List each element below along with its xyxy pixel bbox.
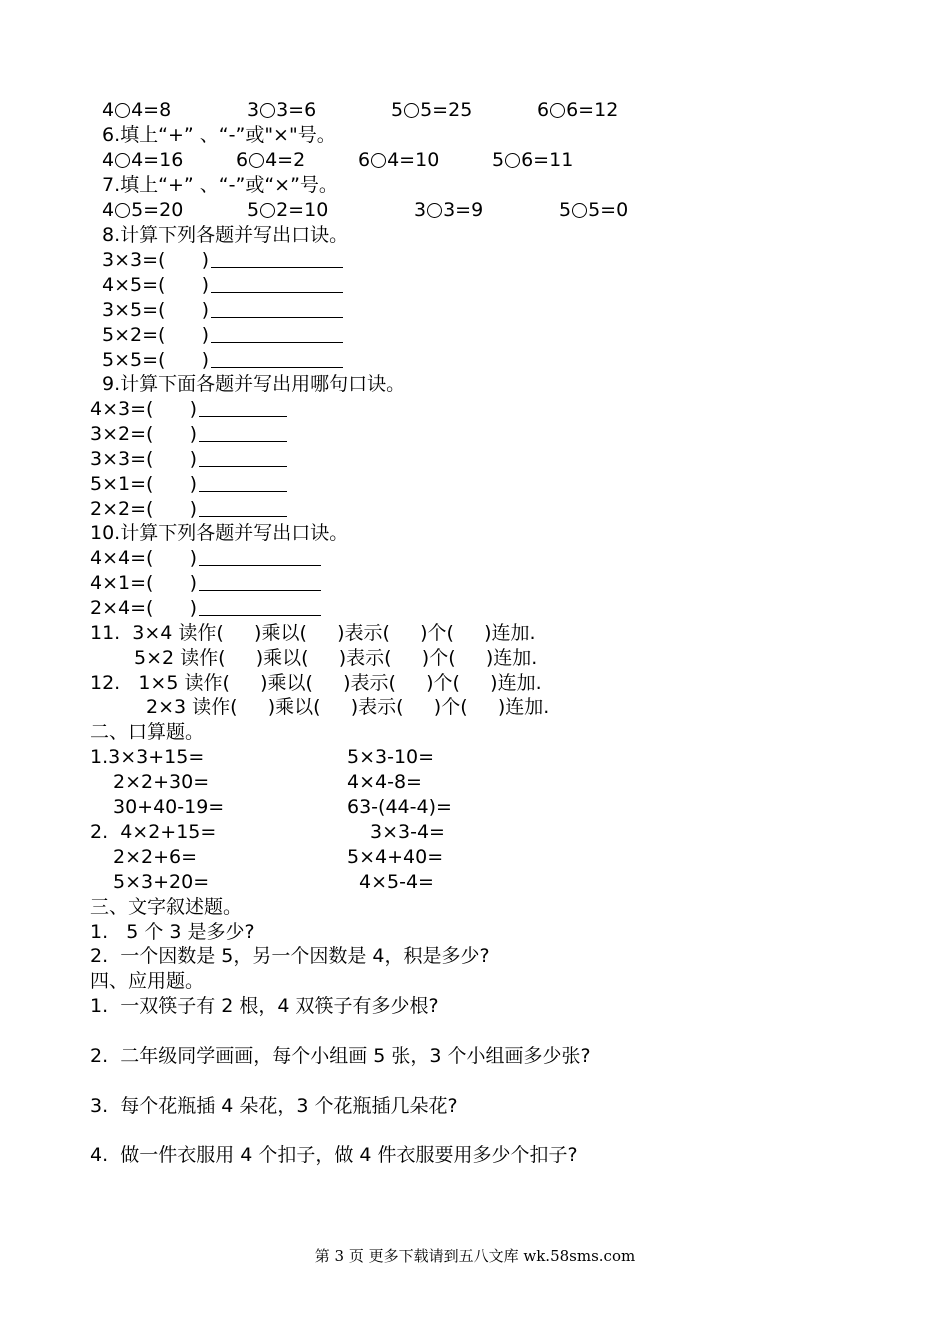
q8-equation: 5×5=( ) bbox=[102, 348, 343, 372]
answer-underline bbox=[199, 548, 321, 566]
answer-underline bbox=[199, 573, 321, 591]
oral-problem: 63-(44-4)= bbox=[347, 796, 452, 818]
answer-underline bbox=[199, 499, 287, 517]
question-heading: 10.计算下列各题并写出口诀。 bbox=[90, 522, 349, 544]
q10-equation: 4×4=( ) bbox=[90, 546, 321, 570]
oral-problem: 2. 4×2+15= bbox=[90, 821, 217, 843]
question-heading: 8.计算下列各题并写出口诀。 bbox=[102, 224, 349, 246]
q9-equation: 5×1=( ) bbox=[90, 472, 287, 496]
answer-underline bbox=[199, 424, 287, 442]
question-heading: 9.计算下面各题并写出用哪句口诀。 bbox=[102, 373, 406, 395]
circle-blank-icon bbox=[115, 103, 130, 118]
q9-equation: 4×3=( ) bbox=[90, 397, 287, 421]
circle-blank-icon bbox=[249, 153, 264, 168]
oral-problem: 4×5-4= bbox=[359, 871, 434, 893]
application-problem: 2. 二年级同学画画，每个小组画 5 张，3 个小组画多少张? bbox=[90, 1045, 591, 1067]
circle-blank-icon bbox=[505, 153, 520, 168]
circle-equation: 5 5=0 bbox=[559, 199, 629, 221]
answer-underline bbox=[211, 275, 343, 293]
circle-blank-icon bbox=[572, 203, 587, 218]
q8-equation: 5×2=( ) bbox=[102, 323, 343, 347]
circle-blank-icon bbox=[550, 103, 565, 118]
oral-problem: 5×3-10= bbox=[347, 746, 435, 768]
read-as-question: 11. 3×4 读作( )乘以( )表示( )个( )连加. bbox=[90, 622, 536, 644]
oral-problem: 1.3×3+15= bbox=[90, 746, 205, 768]
answer-underline bbox=[199, 474, 287, 492]
q8-equation: 4×5=( ) bbox=[102, 273, 343, 297]
application-problem: 4. 做一件衣服用 4 个扣子，做 4 件衣服要用多少个扣子? bbox=[90, 1144, 578, 1166]
page-footer: 第 3 页 更多下载请到五八文库 wk.58sms.com bbox=[314, 1247, 636, 1265]
q9-equation: 2×2=( ) bbox=[90, 497, 287, 521]
circle-equation: 4 5=20 bbox=[102, 199, 184, 221]
circle-equation: 6 4=10 bbox=[358, 149, 440, 171]
oral-problem: 30+40-19= bbox=[113, 796, 225, 818]
answer-underline bbox=[211, 300, 343, 318]
q8-equation: 3×3=( ) bbox=[102, 248, 343, 272]
oral-problem: 3×3-4= bbox=[370, 821, 445, 843]
q9-equation: 3×2=( ) bbox=[90, 422, 287, 446]
circle-equation: 5 2=10 bbox=[247, 199, 329, 221]
oral-problem: 2×2+6= bbox=[113, 846, 198, 868]
section-title: 四、应用题。 bbox=[90, 970, 205, 992]
section-title: 二、口算题。 bbox=[90, 721, 205, 743]
oral-problem: 2×2+30= bbox=[113, 771, 210, 793]
q9-equation: 3×3=( ) bbox=[90, 447, 287, 471]
word-problem: 2. 一个因数是 5，另一个因数是 4，积是多少? bbox=[90, 945, 490, 967]
read-as-question: 5×2 读作( )乘以( )表示( )个( )连加. bbox=[134, 647, 538, 669]
oral-problem: 5×3+20= bbox=[113, 871, 210, 893]
application-problem: 3. 每个花瓶插 4 朵花，3 个花瓶插几朵花? bbox=[90, 1095, 458, 1117]
circle-blank-icon bbox=[427, 203, 442, 218]
circle-equation: 4 4=8 bbox=[102, 99, 172, 121]
q8-equation: 3×5=( ) bbox=[102, 298, 343, 322]
circle-blank-icon bbox=[260, 103, 275, 118]
circle-blank-icon bbox=[115, 203, 130, 218]
circle-equation: 4 4=16 bbox=[102, 149, 184, 171]
answer-underline bbox=[211, 350, 343, 368]
answer-underline bbox=[211, 325, 343, 343]
answer-underline bbox=[199, 399, 287, 417]
circle-blank-icon bbox=[115, 153, 130, 168]
circle-blank-icon bbox=[371, 153, 386, 168]
question-heading: 6.填上“+” 、“-”或"×"号。 bbox=[102, 124, 336, 146]
circle-equation: 5 6=11 bbox=[492, 149, 574, 171]
oral-problem: 4×4-8= bbox=[347, 771, 422, 793]
application-problem: 1. 一双筷子有 2 根，4 双筷子有多少根? bbox=[90, 995, 439, 1017]
circle-equation: 3 3=9 bbox=[414, 199, 484, 221]
circle-equation: 6 4=2 bbox=[236, 149, 306, 171]
answer-underline bbox=[199, 598, 321, 616]
circle-blank-icon bbox=[404, 103, 419, 118]
read-as-question: 2×3 读作( )乘以( )表示( )个( )连加. bbox=[146, 696, 550, 718]
q10-equation: 2×4=( ) bbox=[90, 596, 321, 620]
answer-underline bbox=[211, 250, 343, 268]
circle-equation: 6 6=12 bbox=[537, 99, 619, 121]
circle-equation: 3 3=6 bbox=[247, 99, 317, 121]
section-title: 三、文字叙述题。 bbox=[90, 896, 243, 918]
answer-underline bbox=[199, 449, 287, 467]
oral-problem: 5×4+40= bbox=[347, 846, 444, 868]
question-heading: 7.填上“+” 、“-”或“×”号。 bbox=[102, 174, 338, 196]
read-as-question: 12. 1×5 读作( )乘以( )表示( )个( )连加. bbox=[90, 672, 542, 694]
circle-equation: 5 5=25 bbox=[391, 99, 473, 121]
circle-blank-icon bbox=[260, 203, 275, 218]
q10-equation: 4×1=( ) bbox=[90, 571, 321, 595]
word-problem: 1. 5 个 3 是多少? bbox=[90, 921, 255, 943]
